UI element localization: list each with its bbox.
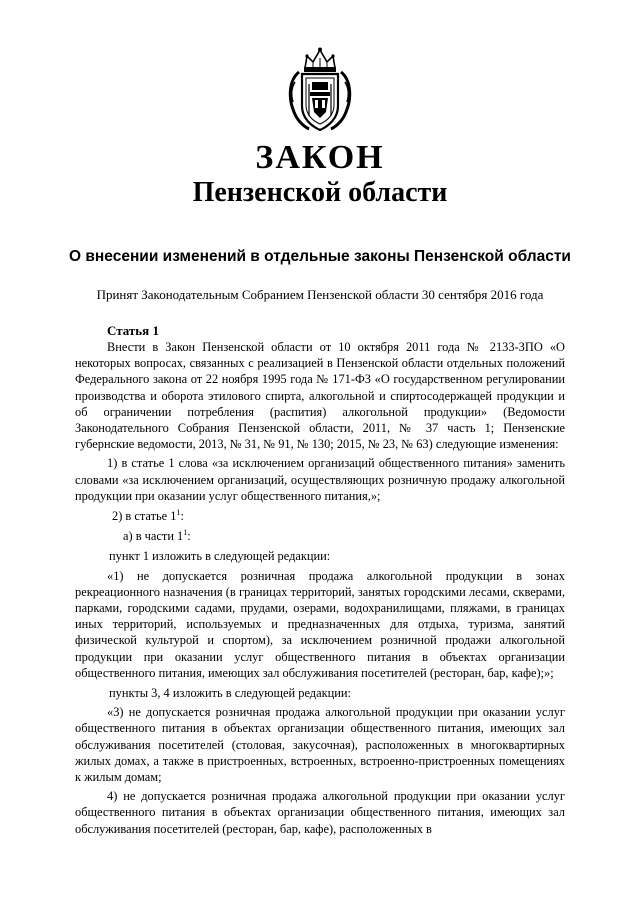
point-1-text: «1) не допускается розничная продажа алкогольной продукции в зонах рекреационного назначения (в границах территорий, занятых городскими лесами, скверами, парками, городскими садами, прудами, озерами, водохранилищами, пляжами, в границах иных территорий, используемых и предназначенных для отдыха, туризма, занятий физической культурой и спортом), за исключением розничной продажи алкогольной продукции при оказании услуг общественного питания в объектах организации общественного питания, имеющих зал обслуживания посетителей (ресторан, бар, кафе);»; xyxy=(75,568,565,680)
item-2a-text: а) в части 1 xyxy=(123,529,184,544)
item-2a-superscript: 1 xyxy=(183,528,188,538)
coat-of-arms-icon xyxy=(285,46,355,134)
article-intro-paragraph: Внести в Закон Пензенской области от 10 октября 2011 года № 2133-ЗПО «О некоторых вопросах, связанных с реализацией в Пензенской области отдельных положений Федерального закона от 22 ноября 1995 года № 171-ФЗ «О государственном регулировании производства и оборота этилового спирта, алкогольной и спиртосодержащей продукции и об ограничении потребления (распития) алкогольной продукции» (Ведомости Законодательного Собрания Пензенской области, 2011, № 37 часть 1; Пензенские губернские ведомости, 2013, № 31, № 91, № 130; 2015, № 23, № 63) следующие изменения: xyxy=(75,340,565,452)
document-region: Пензенской области xyxy=(192,177,448,208)
document-title: ЗАКОН xyxy=(255,139,385,176)
item-2a-paragraph xyxy=(75,528,565,544)
point-4-text: 4) не допускается розничная продажа алкогольной продукции при оказании услуг общественного питания в объектах организации общественного питания, имеющих зал обслуживания посетителей (ресторан, бар, кафе), расположенных в xyxy=(75,789,565,836)
point-3-text: «3) не допускается розничная продажа алкогольной продукции при оказании услуг общественного питания в объектах организации общественного питания, имеющих зал обслуживания посетителей (столовая, закусочная), расположенных в многоквартирных жилых домах, а также в пристроенных, встроенных, встроенно-пристроенных помещениях к жилым домам; xyxy=(75,705,565,785)
item-2-suffix: : xyxy=(180,509,184,524)
article-body xyxy=(75,339,565,837)
document-heading: О внесении изменений в отдельные законы Пензенской области xyxy=(69,248,571,265)
article-label: Статья 1 xyxy=(107,323,159,338)
adoption-note: Принят Законодательным Собранием Пензенской области 30 сентября 2016 года xyxy=(96,287,544,302)
item-1-paragraph: 1) в статье 1 слова «за исключением организаций общественного питания» заменить словами «за исключением организаций, осуществляющих розничную продажу алкогольной продукции при оказании услуг общественного питания,»; xyxy=(75,456,565,503)
points-3-4-lead: пункты 3, 4 изложить в следующей редакции: xyxy=(109,686,351,701)
point-1-lead: пункт 1 изложить в следующей редакции: xyxy=(109,549,331,564)
item-2-paragraph xyxy=(75,508,565,524)
item-2-text: 2) в статье 1 xyxy=(112,509,177,524)
item-2-superscript: 1 xyxy=(176,507,181,517)
item-2a-suffix: : xyxy=(187,529,191,544)
